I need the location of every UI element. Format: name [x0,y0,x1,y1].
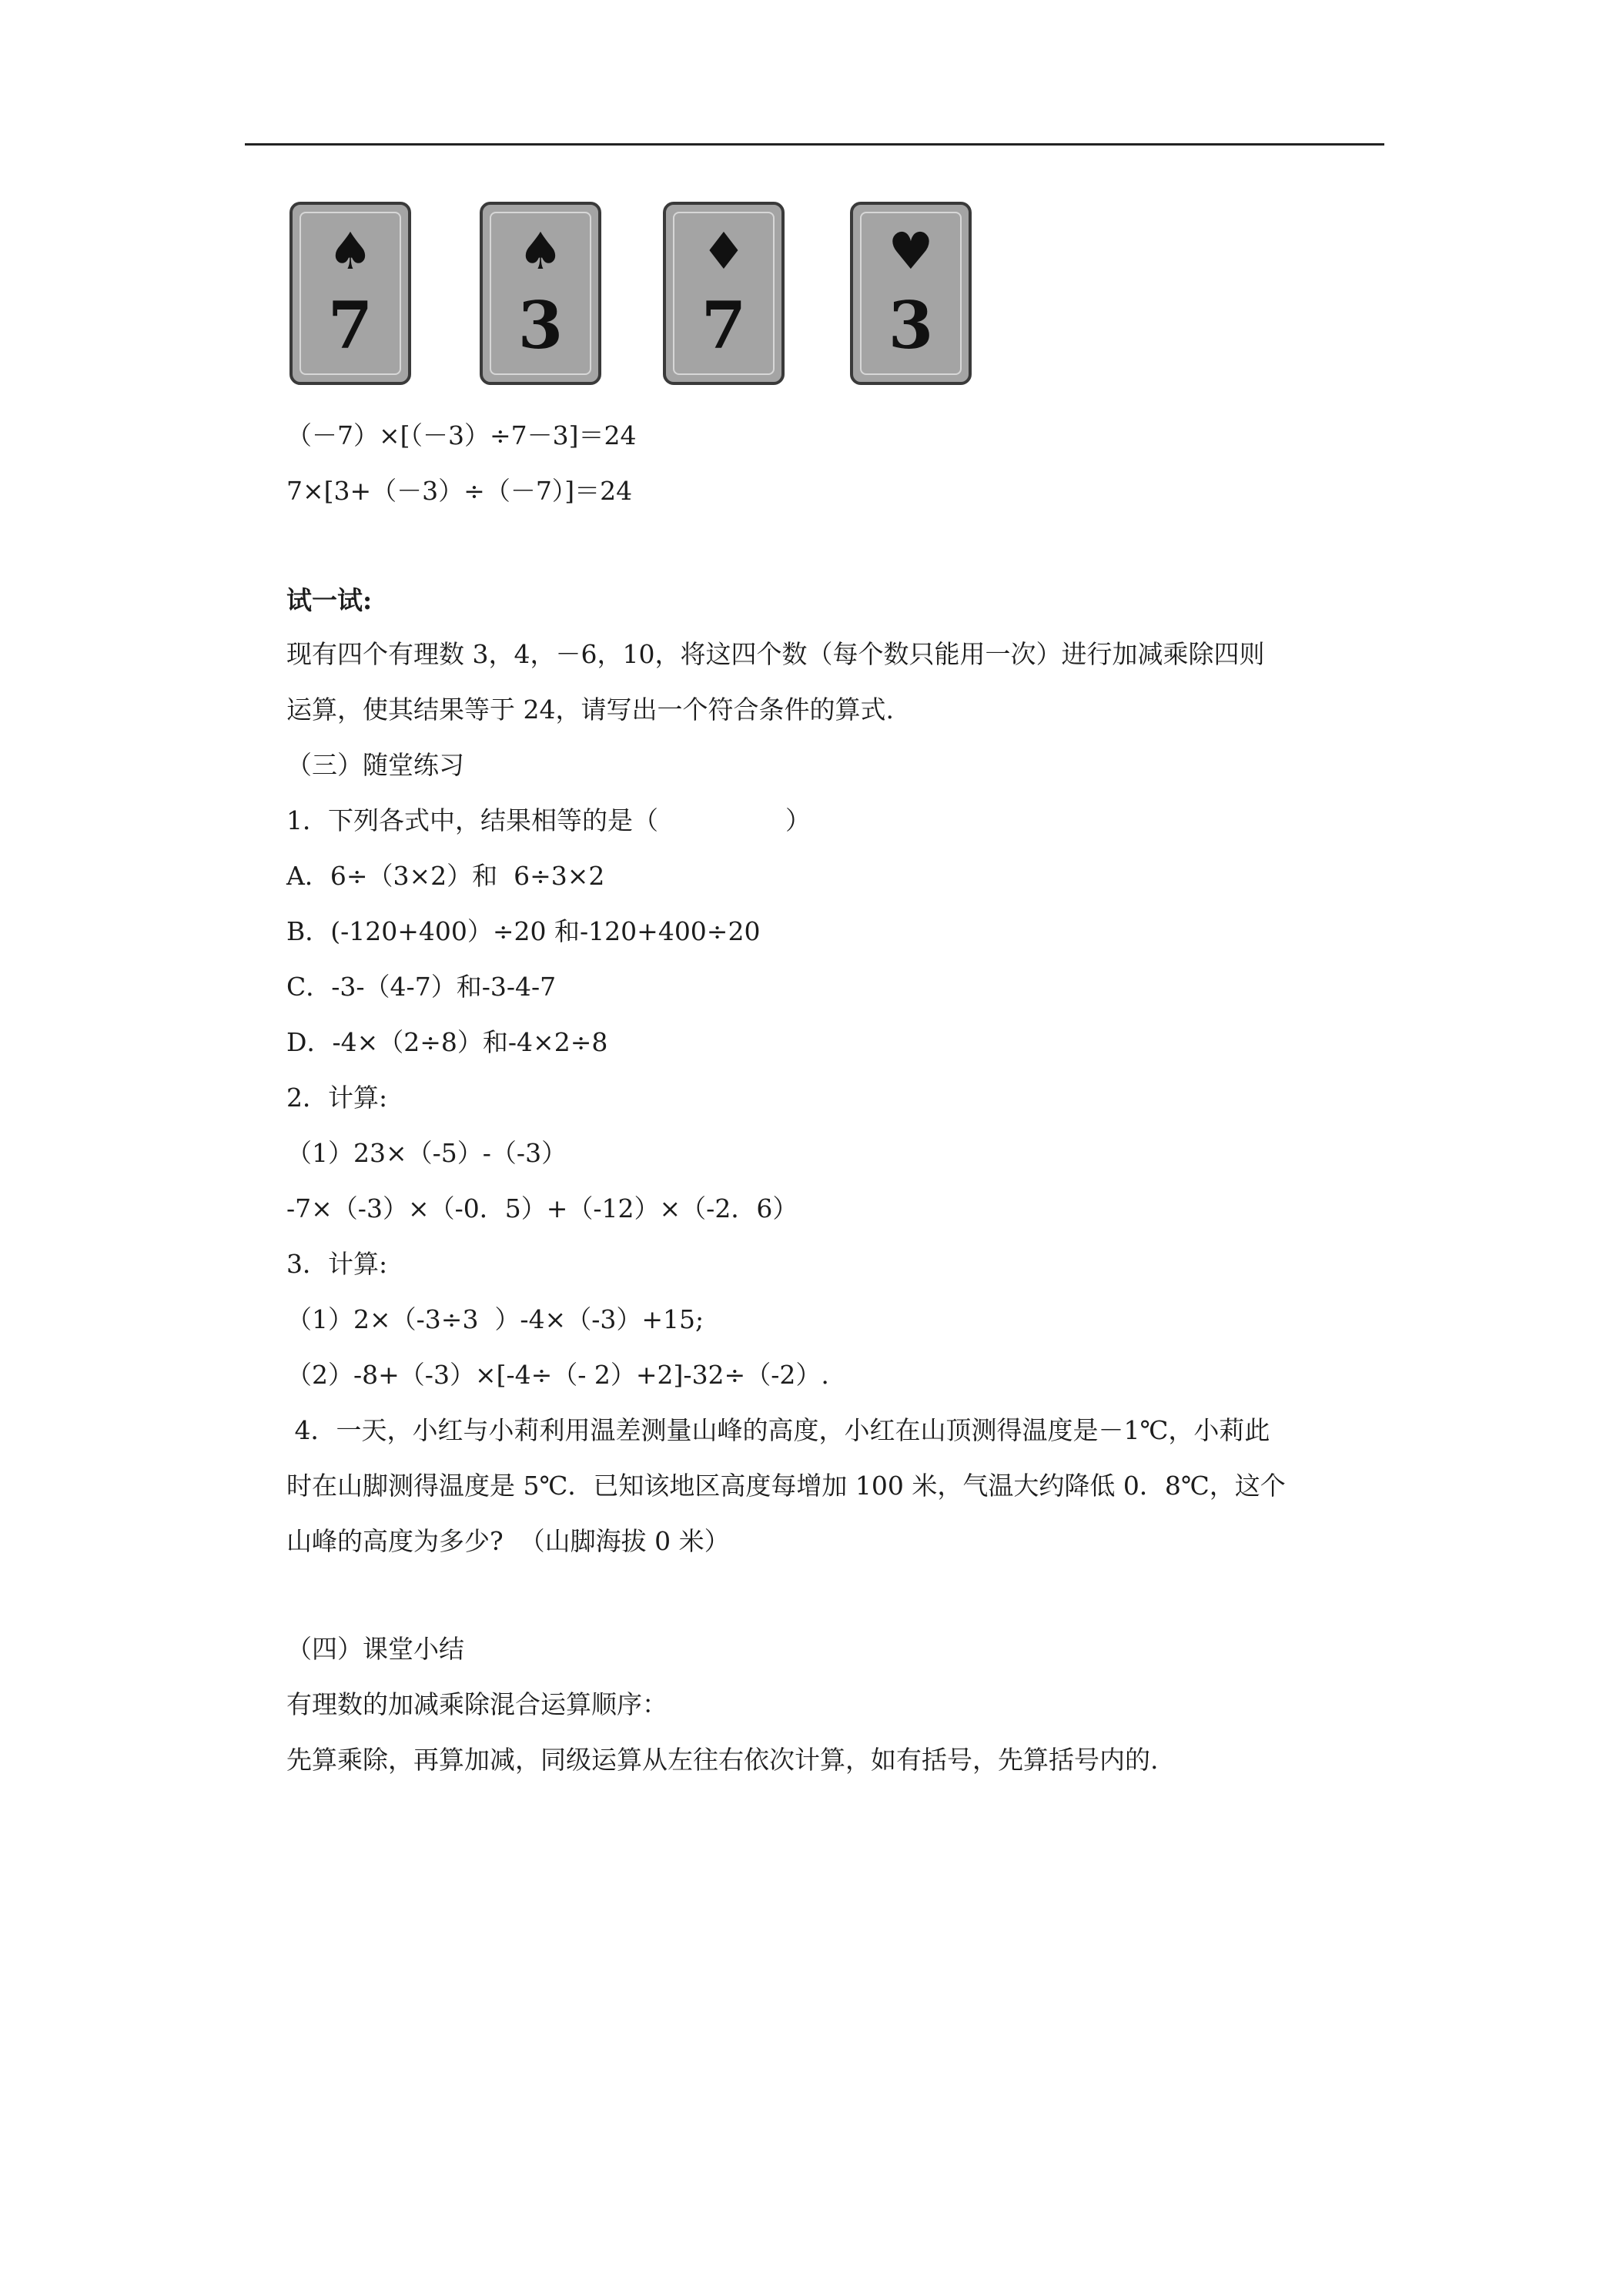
choice-line: D．-4×（2÷8）和-4×2÷8 [286,1027,608,1057]
playing-card [480,202,601,385]
card-rank: 3 [517,287,564,363]
spade-icon: ♠ [327,222,373,281]
question-line: 3．计算: [286,1249,388,1279]
playing-card [663,202,785,385]
question-line: 2．计算: [286,1083,388,1113]
playing-card [850,202,972,385]
diamond-icon: ♦ [701,222,747,281]
spade-icon: ♠ [517,222,564,281]
exercise-line: （1）2×（-3÷3 ）-4×（-3）+15; [286,1304,704,1334]
equation-line: （－7）×[（－3）÷7－3]＝24 [286,420,637,450]
card-rank: 7 [701,287,747,363]
section-heading: （四）课堂小结 [286,1634,464,1664]
card-rank: 3 [888,287,934,363]
paragraph-line: 运算，使其结果等于 24，请写出一个符合条件的算式. [286,694,894,725]
try-heading: 试一试: [286,585,373,615]
exercise-line: （2）-8+（-3）×[-4÷（- 2）+2]-32÷（-2）. [286,1360,829,1390]
choice-line: A．6÷（3×2）和 6÷3×2 [286,861,605,891]
summary-line: 有理数的加减乘除混合运算顺序： [286,1689,668,1719]
question-line: 山峰的高度为多少? （山脚海拔 0 米） [286,1526,730,1556]
exercise-line: （1）23×（-5）-（-3） [286,1138,567,1168]
header-rule [245,143,1384,146]
heart-icon: ♥ [888,222,934,281]
choice-line: C．-3-（4-7）和-3-4-7 [286,972,557,1002]
question-line: 时在山脚测得温度是 5℃．已知该地区高度每增加 100 米，气温大约降低 0．8℃，这个 [286,1471,1286,1501]
question-line: 1．下列各式中，结果相等的是（ ） [286,805,811,835]
paragraph-line: 现有四个有理数 3，4，－6，10，将这四个数（每个数只能用一次）进行加减乘除四则 [286,639,1265,669]
card-rank: 7 [327,287,373,363]
section-heading: （三）随堂练习 [286,750,464,780]
equation-line: 7×[3+（－3）÷（－7）]＝24 [286,476,633,506]
summary-line: 先算乘除，再算加减，同级运算从左往右依次计算，如有括号，先算括号内的. [286,1745,1159,1775]
choice-line: B．(-120+400）÷20 和-120+400÷20 [286,916,761,946]
playing-cards-figure [289,202,1059,394]
playing-card [289,202,411,385]
exercise-line: -7×（-3）×（-0．5）+（-12）×（-2．6） [286,1193,798,1223]
question-line: 4．一天，小红与小莉利用温差测量山峰的高度，小红在山顶测得温度是－1℃，小莉此 [286,1415,1270,1445]
